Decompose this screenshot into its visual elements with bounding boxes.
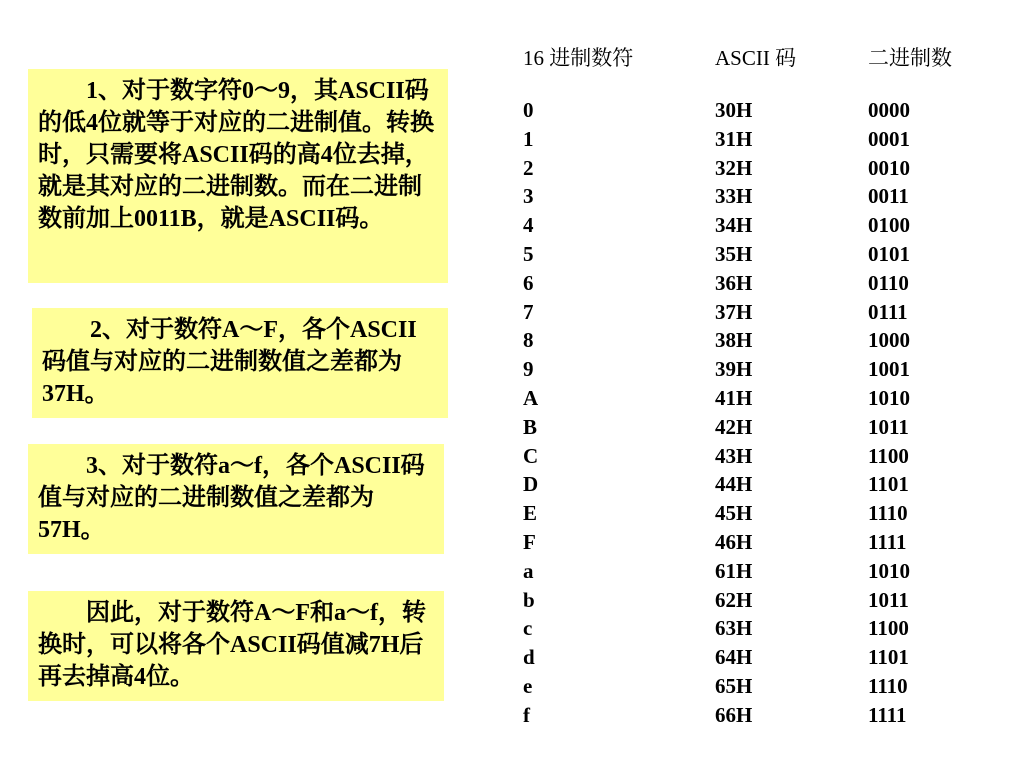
binary-cell: 1110 [868,501,908,526]
binary-cell: 1011 [868,587,909,612]
ascii-code-cell: 39H [715,357,753,382]
table-row [523,326,1003,355]
hex-ascii-table [523,40,1003,730]
hex-symbol-cell: d [523,645,535,670]
binary-cell: 0001 [868,126,910,151]
binary-cell: 0111 [868,299,908,324]
ascii-code-cell: 45H [715,501,753,526]
ascii-code-cell: 34H [715,213,753,238]
binary-cell: 1011 [868,414,909,439]
hex-symbol-cell: f [523,702,530,727]
ascii-code-cell: 64H [715,645,753,670]
binary-cell: 0011 [868,184,909,209]
hex-symbol-cell: b [523,587,535,612]
binary-cell: 1100 [868,616,909,641]
note-text: 1、对于数字符0～9，其ASCII码的低4位就等于对应的二进制值。转换时，只需要将ASCII码的高4位去掉，就是其对应的二进制数。而在二进制数前加上0011B，就是ASCII码。 [38,78,434,232]
binary-cell: 1101 [868,645,909,670]
note-digit-conversion [28,69,448,283]
binary-cell: 1101 [868,472,909,497]
table-row [523,701,1003,730]
hex-symbol-cell: F [523,529,536,554]
binary-cell: 1111 [868,702,907,727]
note-conclusion [28,591,444,701]
table-row [523,240,1003,269]
binary-cell: 1001 [868,357,910,382]
binary-cell: 1000 [868,328,910,353]
ascii-code-cell: 35H [715,241,753,266]
hex-symbol-cell: 3 [523,184,534,209]
ascii-code-cell: 42H [715,414,753,439]
table-row [523,96,1003,125]
ascii-code-cell: 36H [715,270,753,295]
hex-symbol-cell: 8 [523,328,534,353]
table-row [523,154,1003,183]
header-ascii-code: ASCII 码 [715,46,797,70]
note-text: 2、对于数符A～F，各个ASCII码值与对应的二进制数值之差都为37H。 [42,317,417,407]
ascii-code-cell: 37H [715,299,753,324]
ascii-code-cell: 32H [715,155,753,180]
ascii-code-cell: 44H [715,472,753,497]
binary-cell: 0100 [868,213,910,238]
table-row [523,211,1003,240]
hex-symbol-cell: 9 [523,357,534,382]
table-header-row [523,40,1003,76]
ascii-code-cell: 62H [715,587,753,612]
note-uppercase-conversion [32,308,448,418]
hex-symbol-cell: C [523,443,539,468]
hex-symbol-cell: B [523,414,538,439]
header-binary: 二进制数 [868,46,952,70]
binary-cell: 0000 [868,98,910,122]
hex-symbol-cell: c [523,616,533,641]
ascii-code-cell: 66H [715,702,753,727]
table-row [523,355,1003,384]
table-row [523,614,1003,643]
note-text: 因此，对于数符A～F和a～f，转换时，可以将各个ASCII码值减7H后再去掉高4位。 [38,600,426,690]
hex-symbol-cell: 0 [523,98,534,122]
table-row [523,384,1003,413]
table-row [523,470,1003,499]
table-row [523,413,1003,442]
hex-symbol-cell: 2 [523,155,534,180]
note-text: 3、对于数符a～f，各个ASCII码值与对应的二进制数值之差都为57H。 [38,453,425,543]
table-spacer [523,76,1003,96]
hex-symbol-cell: e [523,673,533,698]
ascii-code-cell: 43H [715,443,753,468]
binary-cell: 0010 [868,155,910,180]
hex-symbol-cell: 7 [523,299,534,324]
hex-symbol-cell: 1 [523,126,534,151]
hex-symbol-cell: D [523,472,539,497]
table-row [523,528,1003,557]
hex-symbol-cell: E [523,501,538,526]
hex-symbol-cell: 6 [523,270,534,295]
ascii-code-cell: 46H [715,529,753,554]
hex-symbol-cell: a [523,558,534,583]
ascii-code-cell: 33H [715,184,753,209]
hex-symbol-cell: 5 [523,241,534,266]
ascii-code-cell: 31H [715,126,753,151]
table-row [523,643,1003,672]
table-row [523,499,1003,528]
binary-cell: 1010 [868,385,910,410]
header-hex-symbol: 16 进制数符 [523,46,634,70]
table-row [523,269,1003,298]
binary-cell: 0110 [868,270,909,295]
binary-cell: 1110 [868,673,908,698]
ascii-code-cell: 30H [715,98,753,122]
ascii-code-cell: 63H [715,616,753,641]
ascii-code-cell: 38H [715,328,753,353]
binary-cell: 1111 [868,529,907,554]
table-body [523,96,1003,730]
table-row [523,298,1003,327]
hex-symbol-cell: 4 [523,213,534,238]
table-row [523,586,1003,615]
ascii-code-cell: 65H [715,673,753,698]
ascii-code-cell: 61H [715,558,753,583]
table-row [523,125,1003,154]
ascii-code-cell: 41H [715,385,753,410]
hex-symbol-cell: A [523,385,539,410]
binary-cell: 0101 [868,241,910,266]
table-row [523,557,1003,586]
note-lowercase-conversion [28,444,444,554]
binary-cell: 1010 [868,558,910,583]
table-row [523,182,1003,211]
binary-cell: 1100 [868,443,909,468]
table-row [523,442,1003,471]
table-row [523,672,1003,701]
